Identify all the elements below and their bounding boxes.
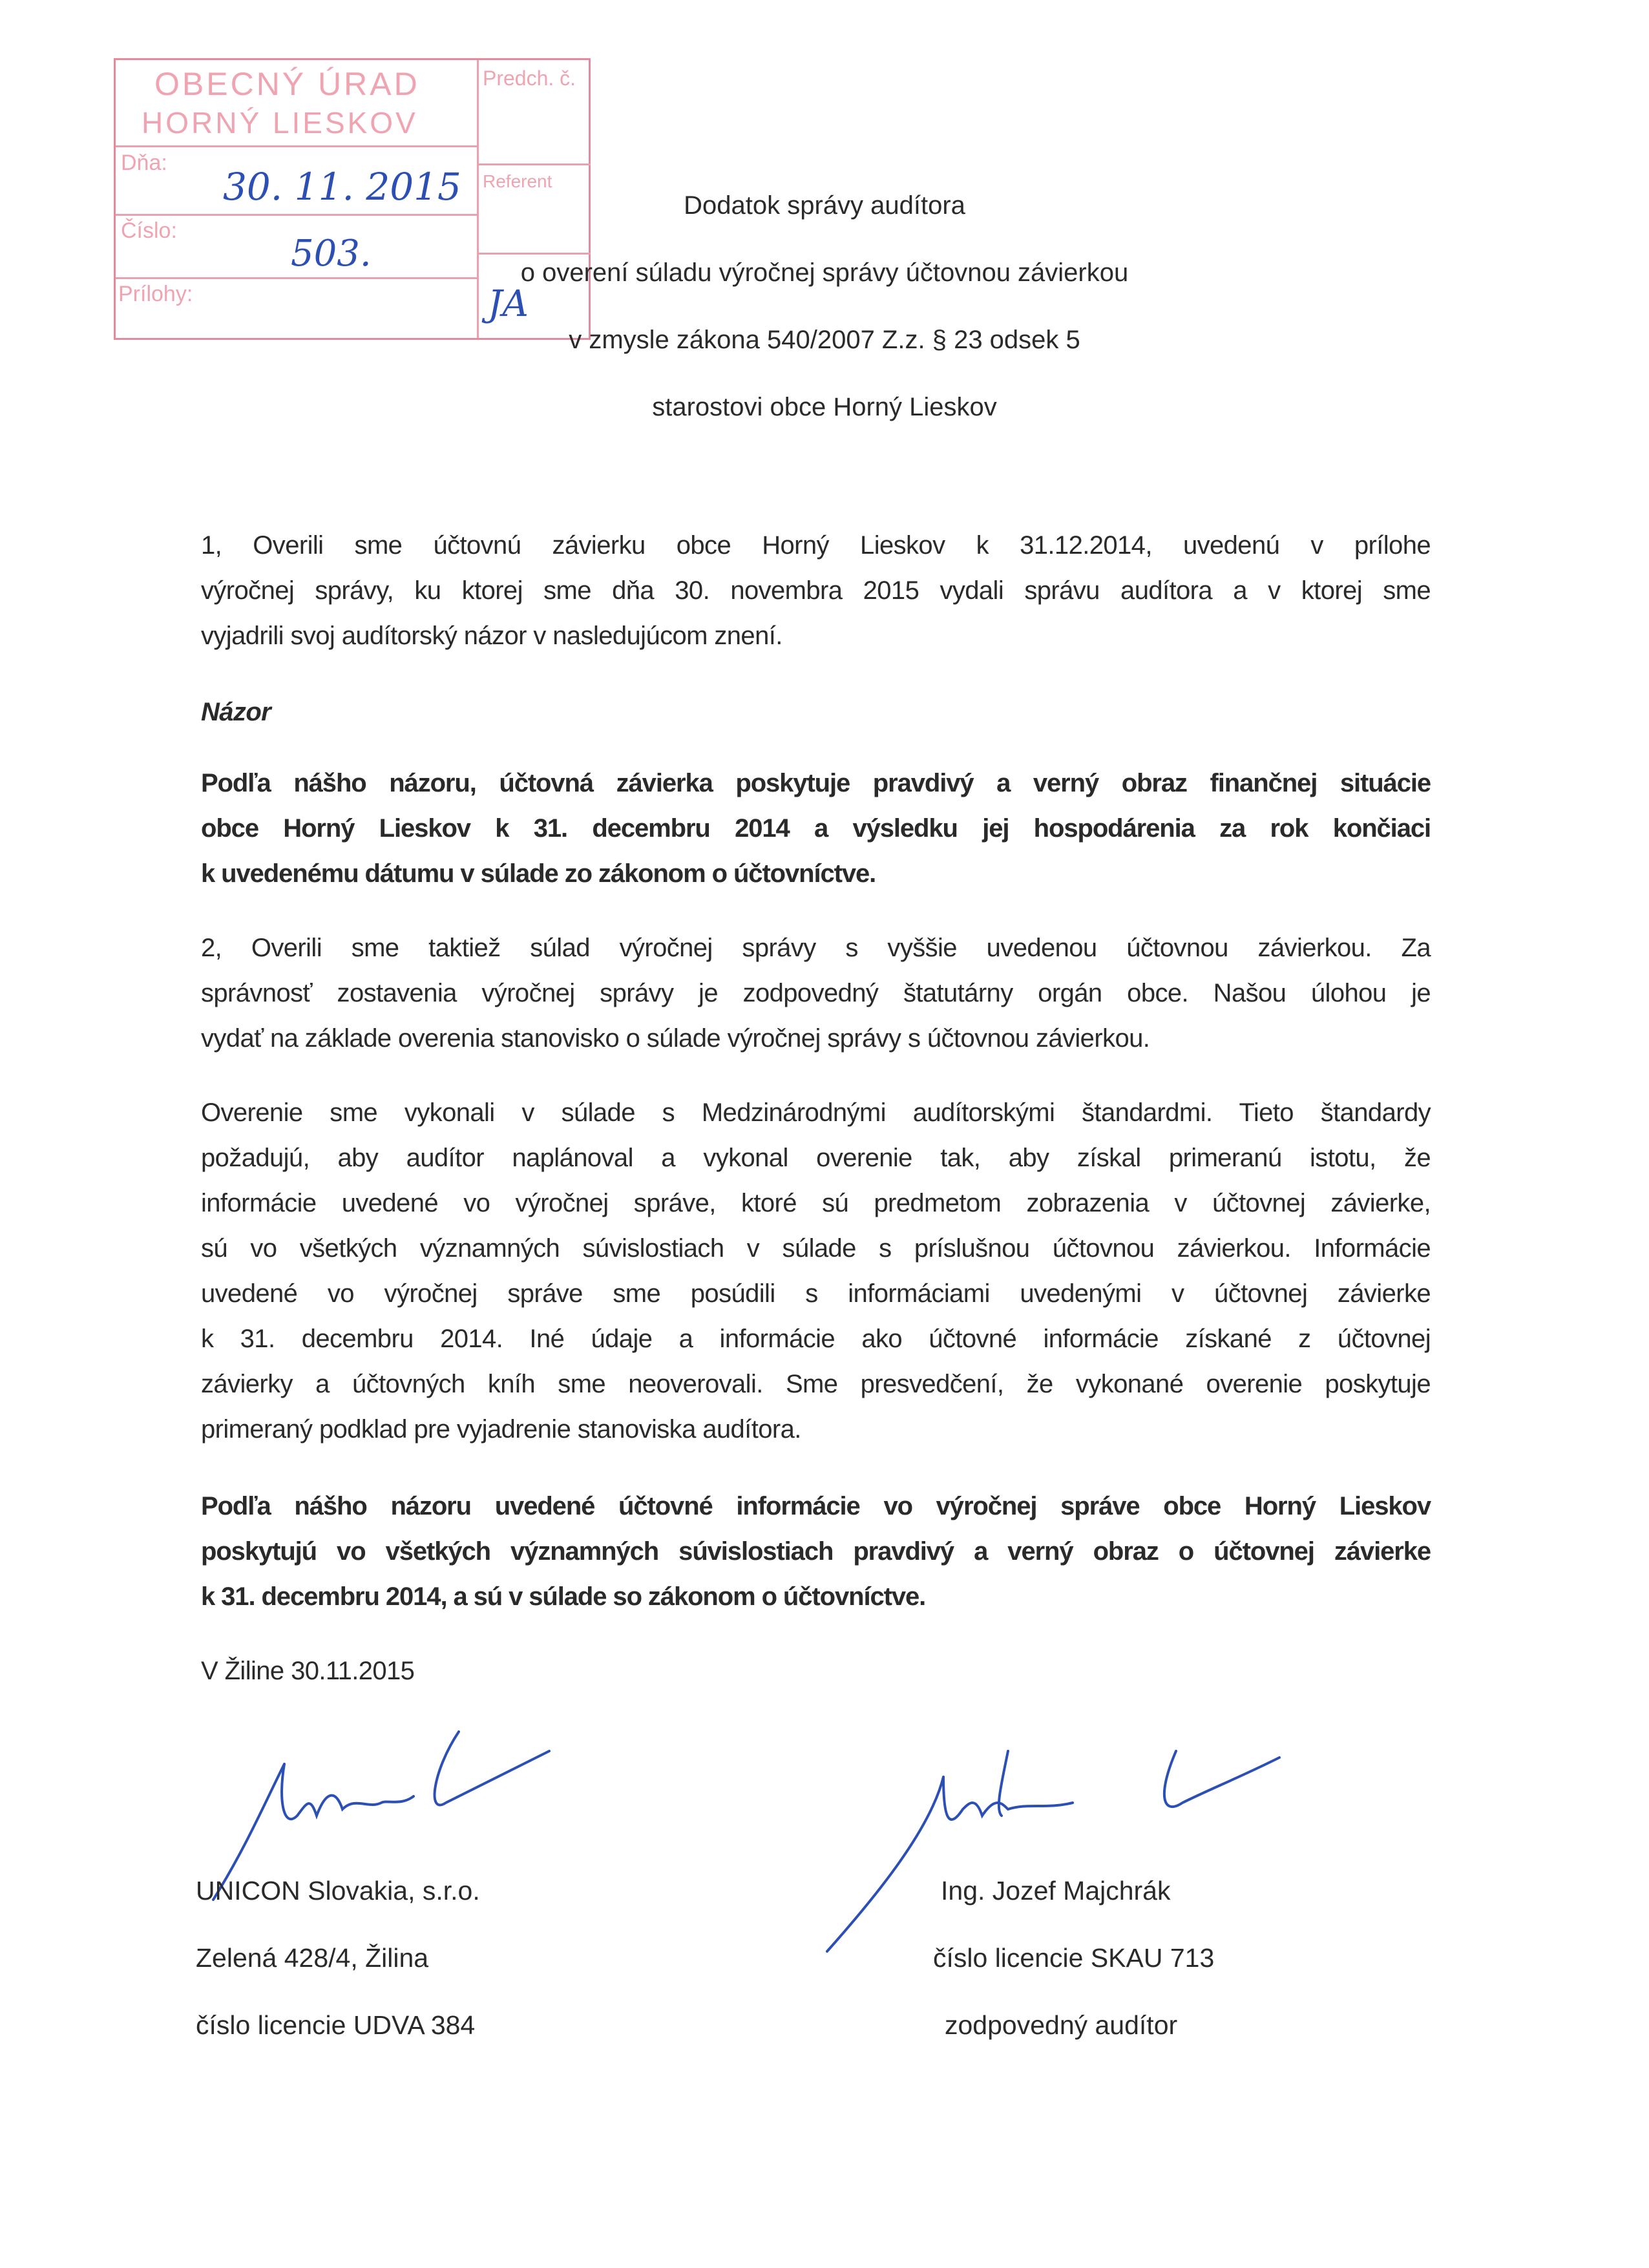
- document-addressee: starostovi obce Horný Lieskov: [652, 393, 997, 421]
- paragraph-1-line: výročnej správy, ku ktorej sme dňa 30. novembra 2015 vydali správu audítora a v ktorej sme: [201, 576, 1431, 605]
- auditor-address: Zelená 428/4, Žilina: [196, 1943, 429, 1973]
- stamp-divider: [477, 253, 591, 255]
- document-legal-reference: v zmysle zákona 540/2007 Z.z. § 23 odsek 5: [569, 326, 1080, 354]
- company-license: číslo licencie UDVA 384: [196, 2010, 476, 2040]
- paragraph-3-line: závierky a účtovných kníh sme neoverovali. Sme presvedčení, že vykonané overenie poskytuje: [201, 1370, 1431, 1398]
- opinion-line: k uvedenému dátumu v súlade zo zákonom o účtovníctve.: [201, 859, 876, 888]
- document-title: Dodatok správy audítora: [684, 191, 965, 220]
- auditor-role: zodpovedný audítor: [945, 2010, 1178, 2040]
- paragraph-3-line: Overenie sme vykonali v súlade s Medzinárodnými audítorskými štandardmi. Tieto štandardy: [201, 1098, 1431, 1127]
- conclusion-line: k 31. decembru 2014, a sú v súlade so zákonom o účtovníctve.: [201, 1582, 926, 1611]
- paragraph-2-line: správnosť zostavenia výročnej správy je zodpovedný štatutárny orgán obce. Našou úlohou je: [201, 979, 1431, 1007]
- place-and-date: V Žiline 30.11.2015: [201, 1657, 415, 1685]
- paragraph-1-line: 1, Overili sme účtovnú závierku obce Horný Lieskov k 31.12.2014, uvedenú v prílohe: [201, 531, 1431, 560]
- stamp-label-number: Číslo:: [121, 218, 177, 243]
- paragraph-3-line: primeraný podklad pre vyjadrenie stanoviska audítora.: [201, 1415, 801, 1444]
- auditor-company: UNICON Slovakia, s.r.o.: [196, 1876, 480, 1906]
- stamp-label-handling: Predch. č.: [483, 67, 576, 90]
- opinion-line: obce Horný Lieskov k 31. decembru 2014 a výsledku jej hospodárenia za rok končiaci: [201, 814, 1431, 843]
- auditor-name: Ing. Jozef Majchrák: [941, 1876, 1171, 1906]
- right-signature-icon: [814, 1732, 1292, 1958]
- stamp-office-line2: HORNÝ LIESKOV: [142, 106, 418, 140]
- handwritten-initials: JA: [488, 283, 529, 325]
- auditor-license: číslo licencie SKAU 713: [933, 1943, 1215, 1973]
- conclusion-line: poskytujú vo všetkých významných súvislostiach pravdivý a verný obraz o účtovnej závierke: [201, 1537, 1431, 1566]
- stamp-label-dated: Dňa:: [121, 151, 167, 175]
- opinion-line: Podľa nášho názoru, účtovná závierka poskytuje pravdivý a verný obraz finančnej situácie: [201, 769, 1431, 797]
- document-subtitle: o overení súladu výročnej správy účtovnou závierkou: [520, 258, 1129, 287]
- handwritten-date: 30. 11. 2015: [223, 165, 461, 209]
- paragraph-3-line: uvedené vo výročnej správe sme posúdili s informáciami uvedenými v účtovnej závierke: [201, 1279, 1431, 1308]
- stamp-office-line1: OBECNÝ ÚRAD: [154, 66, 420, 102]
- paragraph-3-line: informácie uvedené vo výročnej správe, ktoré sú predmetom zobrazenia v účtovnej závierke,: [201, 1189, 1431, 1217]
- paragraph-3-line: k 31. decembru 2014. Iné údaje a informácie ako účtovné informácie získané z účtovnej: [201, 1325, 1431, 1353]
- paragraph-3-line: sú vo všetkých významných súvislostiach v súlade s príslušnou účtovnou závierkou. Informácie: [201, 1234, 1431, 1263]
- paragraph-2-line: vydať na základe overenia stanovisko o súlade výročnej správy s účtovnou závierkou.: [201, 1024, 1150, 1053]
- stamp-label-referent: Referent: [483, 171, 552, 191]
- handwritten-number: 503.: [291, 233, 372, 275]
- stamp-divider: [477, 163, 591, 165]
- stamp-label-attachments: Prílohy:: [118, 282, 193, 306]
- conclusion-line: Podľa nášho názoru uvedené účtovné informácie vo výročnej správe obce Horný Lieskov: [201, 1492, 1431, 1520]
- paragraph-2-line: 2, Overili sme taktiež súlad výročnej správy s vyššie uvedenou účtovnou závierkou. Za: [201, 934, 1431, 962]
- stamp-divider: [116, 145, 477, 147]
- opinion-heading: Názor: [201, 698, 271, 726]
- paragraph-3-line: požadujú, aby audítor naplánoval a vykonal overenie tak, aby získal primeranú istotu, že: [201, 1144, 1431, 1172]
- paragraph-1-line: vyjadrili svoj audítorský názor v nasledujúcom znení.: [201, 622, 782, 650]
